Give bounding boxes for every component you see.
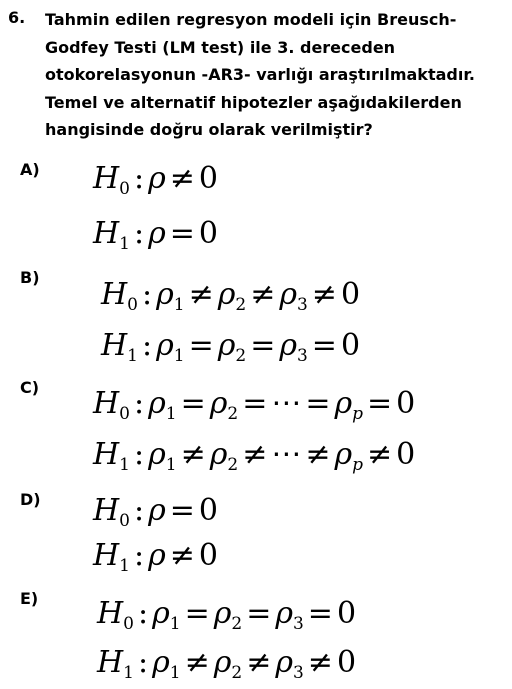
stem-line: Temel ve alternatif hipotezler aşağıdakilerden [45,92,462,112]
option-a-h0: $H_0$ : ρ ≠ 0 [93,161,218,199]
stem-line: Tahmin edilen regresyon modeli için Breusch- [45,10,457,29]
option-e-h0: $H_0$ : $\rho_1 = \rho_2 = \rho_3 = 0$ [97,596,357,634]
option-d-h0: $H_0$ : ρ = 0 [93,493,218,531]
option-a-letter[interactable]: A) [20,160,40,179]
option-a-h1: $H_1$ : ρ = 0 [93,216,218,254]
option-b-h1: $H_1$ : $\rho_1 = \rho_2 = \rho_3 = 0$ [101,328,361,366]
question-stem [45,6,505,144]
stem-line: otokorelasyonun -AR3- varlığı araştırılmaktadır. [45,65,476,84]
option-d-h1: $H_1$ : ρ ≠ 0 [93,538,218,576]
option-c-h1: $H_1$ : $\rho_1 \ne \rho_2$ ≠ ⋯ ≠ $\rho_p \ne 0$ [93,437,416,475]
option-d-letter[interactable]: D) [20,490,41,509]
question-number: 6. [8,8,26,27]
option-b-h0: $H_0$ : $\rho_1 \ne \rho_2 \ne \rho_3 \ne 0$ [101,277,361,315]
stem-line: Godfey Testi (LM test) ile 3. dereceden [45,37,396,57]
option-b-letter[interactable]: B) [20,268,40,287]
option-c-letter[interactable]: C) [20,378,40,397]
option-c-h0: $H_0$ : $\rho_1 = \rho_2$ = ⋯ = $\rho_p = 0$ [93,386,416,424]
option-e-letter[interactable]: E) [20,589,39,608]
stem-line: hangisinde doğru olarak verilmiştir? [45,120,373,139]
option-e-h1: $H_1$ : $\rho_1 \ne \rho_2 \ne \rho_3 \ne 0$ [97,645,357,683]
